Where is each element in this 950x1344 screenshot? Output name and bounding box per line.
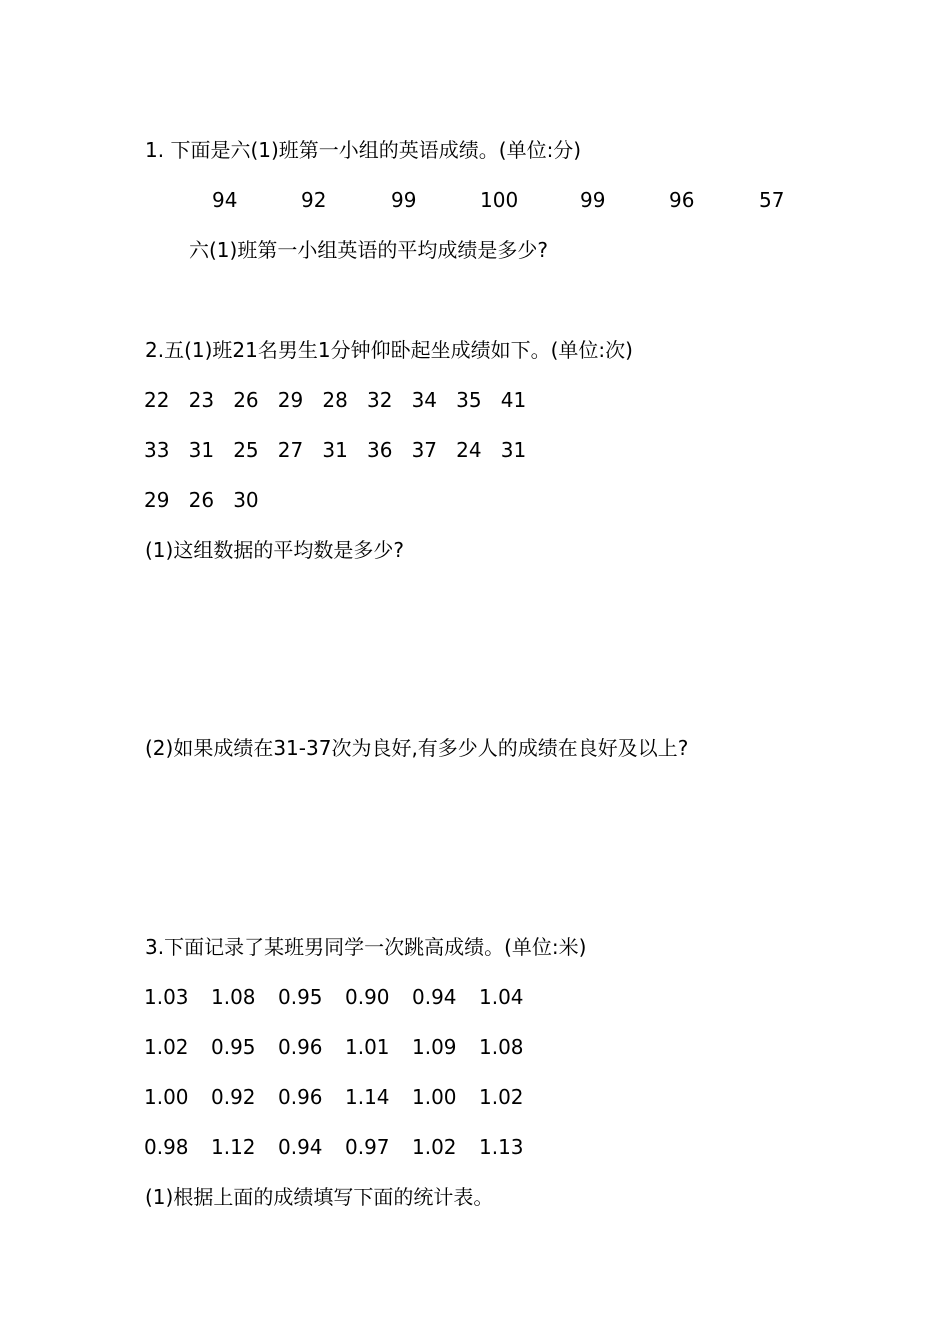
score-item: 100: [480, 188, 519, 212]
data-value: 25: [233, 438, 259, 462]
data-value: 0.94: [278, 1135, 323, 1159]
data-value: 31: [188, 438, 215, 462]
q1-question: 六(1)班第一小组英语的平均成绩是多少?: [189, 238, 548, 262]
q1-scores: [0, 186, 950, 214]
q2-sub1: (1)这组数据的平均数是多少?: [145, 538, 404, 562]
data-value: 31: [500, 438, 527, 462]
data-value: 27: [277, 438, 304, 462]
data-value: 1.00: [412, 1085, 457, 1109]
data-value: 1.08: [211, 985, 256, 1009]
data-value: 0.92: [211, 1085, 256, 1109]
q3-data-row: [144, 1133, 546, 1161]
data-value: 37: [411, 438, 438, 462]
data-value: 1.02: [144, 1035, 189, 1059]
data-value: 0.95: [278, 985, 323, 1009]
score-item: 94: [212, 188, 238, 212]
data-value: 1.12: [211, 1135, 256, 1159]
data-value: 1.13: [479, 1135, 524, 1159]
data-value: 32: [366, 388, 393, 412]
score-item: 57: [759, 188, 785, 212]
data-value: 1.02: [412, 1135, 457, 1159]
score-item: 92: [301, 188, 327, 212]
data-value: 0.98: [144, 1135, 189, 1159]
data-value: 41: [500, 388, 527, 412]
data-value: 1.00: [144, 1085, 189, 1109]
data-value: 28: [322, 388, 348, 412]
data-value: 26: [188, 488, 215, 512]
score-item: 96: [669, 188, 695, 212]
data-value: 26: [233, 388, 259, 412]
q2-title: 2.五(1)班21名男生1分钟仰卧起坐成绩如下。(单位:次): [145, 338, 633, 362]
data-value: 22: [144, 388, 170, 412]
q3-data-row: [144, 1033, 546, 1061]
q3-sub1: (1)根据上面的成绩填写下面的统计表。: [145, 1185, 494, 1209]
data-value: 0.96: [278, 1085, 323, 1109]
data-value: 0.97: [345, 1135, 390, 1159]
data-value: 23: [188, 388, 215, 412]
data-value: 1.02: [479, 1085, 524, 1109]
q2-data-row: [144, 486, 278, 514]
q3-data-row: [144, 983, 546, 1011]
data-value: 33: [144, 438, 170, 462]
data-value: 1.04: [479, 985, 524, 1009]
score-item: 99: [580, 188, 606, 212]
data-value: 29: [144, 488, 170, 512]
data-value: 1.09: [412, 1035, 457, 1059]
q3-title: 3.下面记录了某班男同学一次跳高成绩。(单位:米): [145, 935, 587, 959]
data-value: 1.03: [144, 985, 189, 1009]
q2-data-row: [144, 386, 545, 414]
score-item: 99: [391, 188, 417, 212]
q3-data-row: [144, 1083, 546, 1111]
data-value: 1.08: [479, 1035, 524, 1059]
data-value: 34: [411, 388, 438, 412]
data-value: 0.96: [278, 1035, 323, 1059]
q1-title: 1. 下面是六(1)班第一小组的英语成绩。(单位:分): [145, 138, 582, 162]
data-value: 36: [366, 438, 393, 462]
data-value: 0.94: [412, 985, 457, 1009]
data-value: 0.90: [345, 985, 390, 1009]
data-value: 30: [233, 488, 259, 512]
data-value: 24: [456, 438, 482, 462]
data-value: 31: [322, 438, 348, 462]
data-value: 1.01: [345, 1035, 390, 1059]
data-value: 35: [456, 388, 482, 412]
data-value: 0.95: [211, 1035, 256, 1059]
q2-sub2: (2)如果成绩在31-37次为良好,有多少人的成绩在良好及以上?: [145, 736, 689, 760]
data-value: 29: [277, 388, 304, 412]
q2-data-row: [144, 436, 545, 464]
data-value: 1.14: [345, 1085, 390, 1109]
